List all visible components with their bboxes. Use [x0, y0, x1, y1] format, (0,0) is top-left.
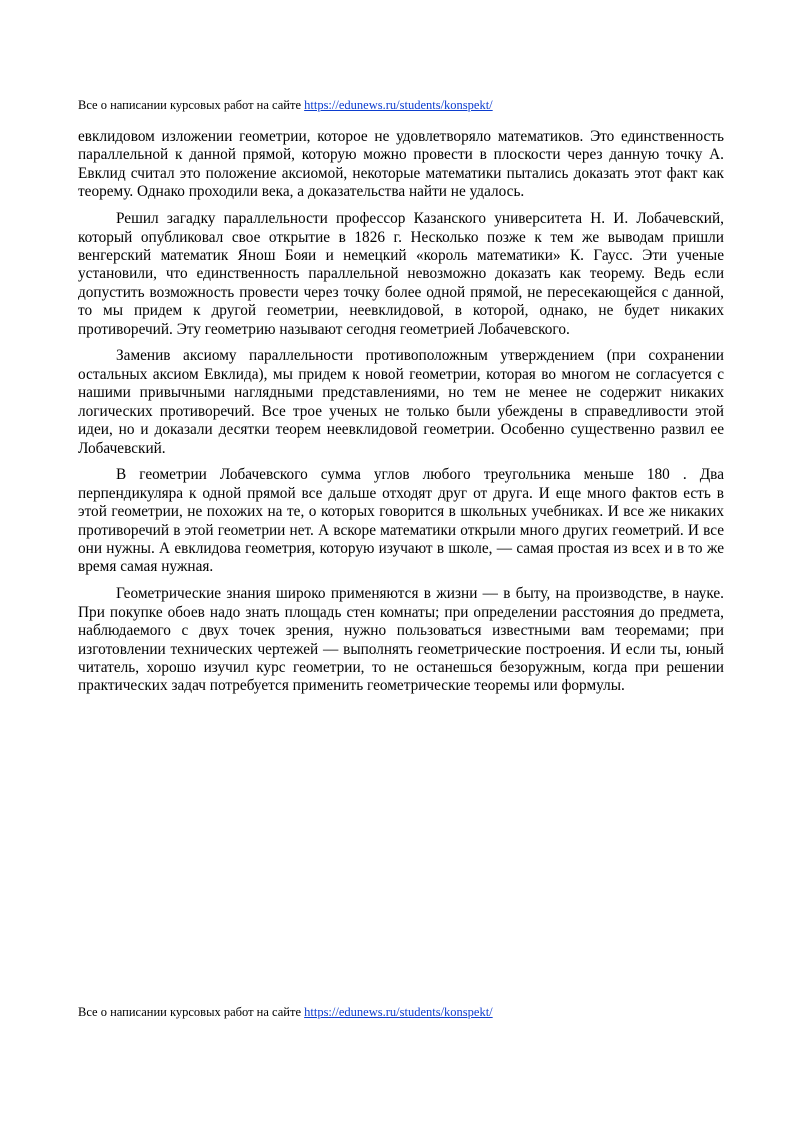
- footer-text: Все о написании курсовых работ на сайте: [78, 1005, 301, 1019]
- footer-link[interactable]: https://edunews.ru/students/konspekt/: [304, 1005, 493, 1019]
- header-link[interactable]: https://edunews.ru/students/konspekt/: [304, 98, 493, 112]
- header-text: Все о написании курсовых работ на сайте: [78, 98, 301, 112]
- paragraph-2: Решил загадку параллельности профессор Казанского университета Н. И. Лобачевский, который опубликовал свое открытие в 1826 г. Несколько позже к тем же выводам пришли венгерский математик Янош Бояи и немецкий «король математики» К. Гаусс. Эти ученые установили, что единственность параллельной невозможно доказать как теорему. Ведь если допустить возможность провести через точку более одной прямой, не пересекающейся с данной, то мы придем к другой геометрии, неевклидовой, в которой, однако, не будет никаких противоречий. Эту геометрию называют сегодня геометрией Лобачевского.: [78, 210, 724, 338]
- paragraph-1: евклидовом изложении геометрии, которое не удовлетворяло математиков. Это единственность параллельной к данной прямой, которую можно провести в плоскости через данную точку А. Евклид считал это положение аксиомой, некоторые математики пытались доказать этот факт как теорему. Однако проходили века, а доказательства найти не удалось.: [78, 128, 724, 201]
- paragraph-5: Геометрические знания широко применяются в жизни — в быту, на производстве, в науке. При покупке обоев надо знать площадь стен комнаты; при определении расстояния до предмета, наблюдаемого с двух точек зрения, нужно пользоваться известными вам теоремами; при изготовлении технических чертежей — выполнять геометрические построения. И если ты, юный читатель, хорошо изучил курс геометрии, то не останешься безоружным, когда при решении практических задач потребуется применить геометрические теоремы или формулы.: [78, 585, 724, 695]
- paragraph-4: В геометрии Лобачевского сумма углов любого треугольника меньше 180 . Два перпендикуляра к одной прямой все дальше отходят друг от друга. И еще много фактов есть в этой геометрии, не похожих на те, о которых говорится в школьных учебниках. И все же никаких противоречий в этой геометрии нет. А вскоре математики открыли много других геометрий. И все они нужны. А евклидова геометрия, которую изучают в школе, — самая простая из всех и в то же время самая нужная.: [78, 466, 724, 576]
- paragraph-3: Заменив аксиому параллельности противоположным утверждением (при сохранении остальных аксиом Евклида), мы придем к новой геометрии, которая во многом не согласуется с нашими привычными наглядными представлениями, но тем не менее не содержит никаких логических противоречий. Все трое ученых не только были убеждены в справедливости этой идеи, но и доказали десятки теорем неевклидовой геометрии. Особенно существенно развил ее Лобачевский.: [78, 347, 724, 457]
- page-header: [78, 97, 738, 113]
- page-footer: [78, 1004, 738, 1020]
- article-body: [78, 128, 724, 704]
